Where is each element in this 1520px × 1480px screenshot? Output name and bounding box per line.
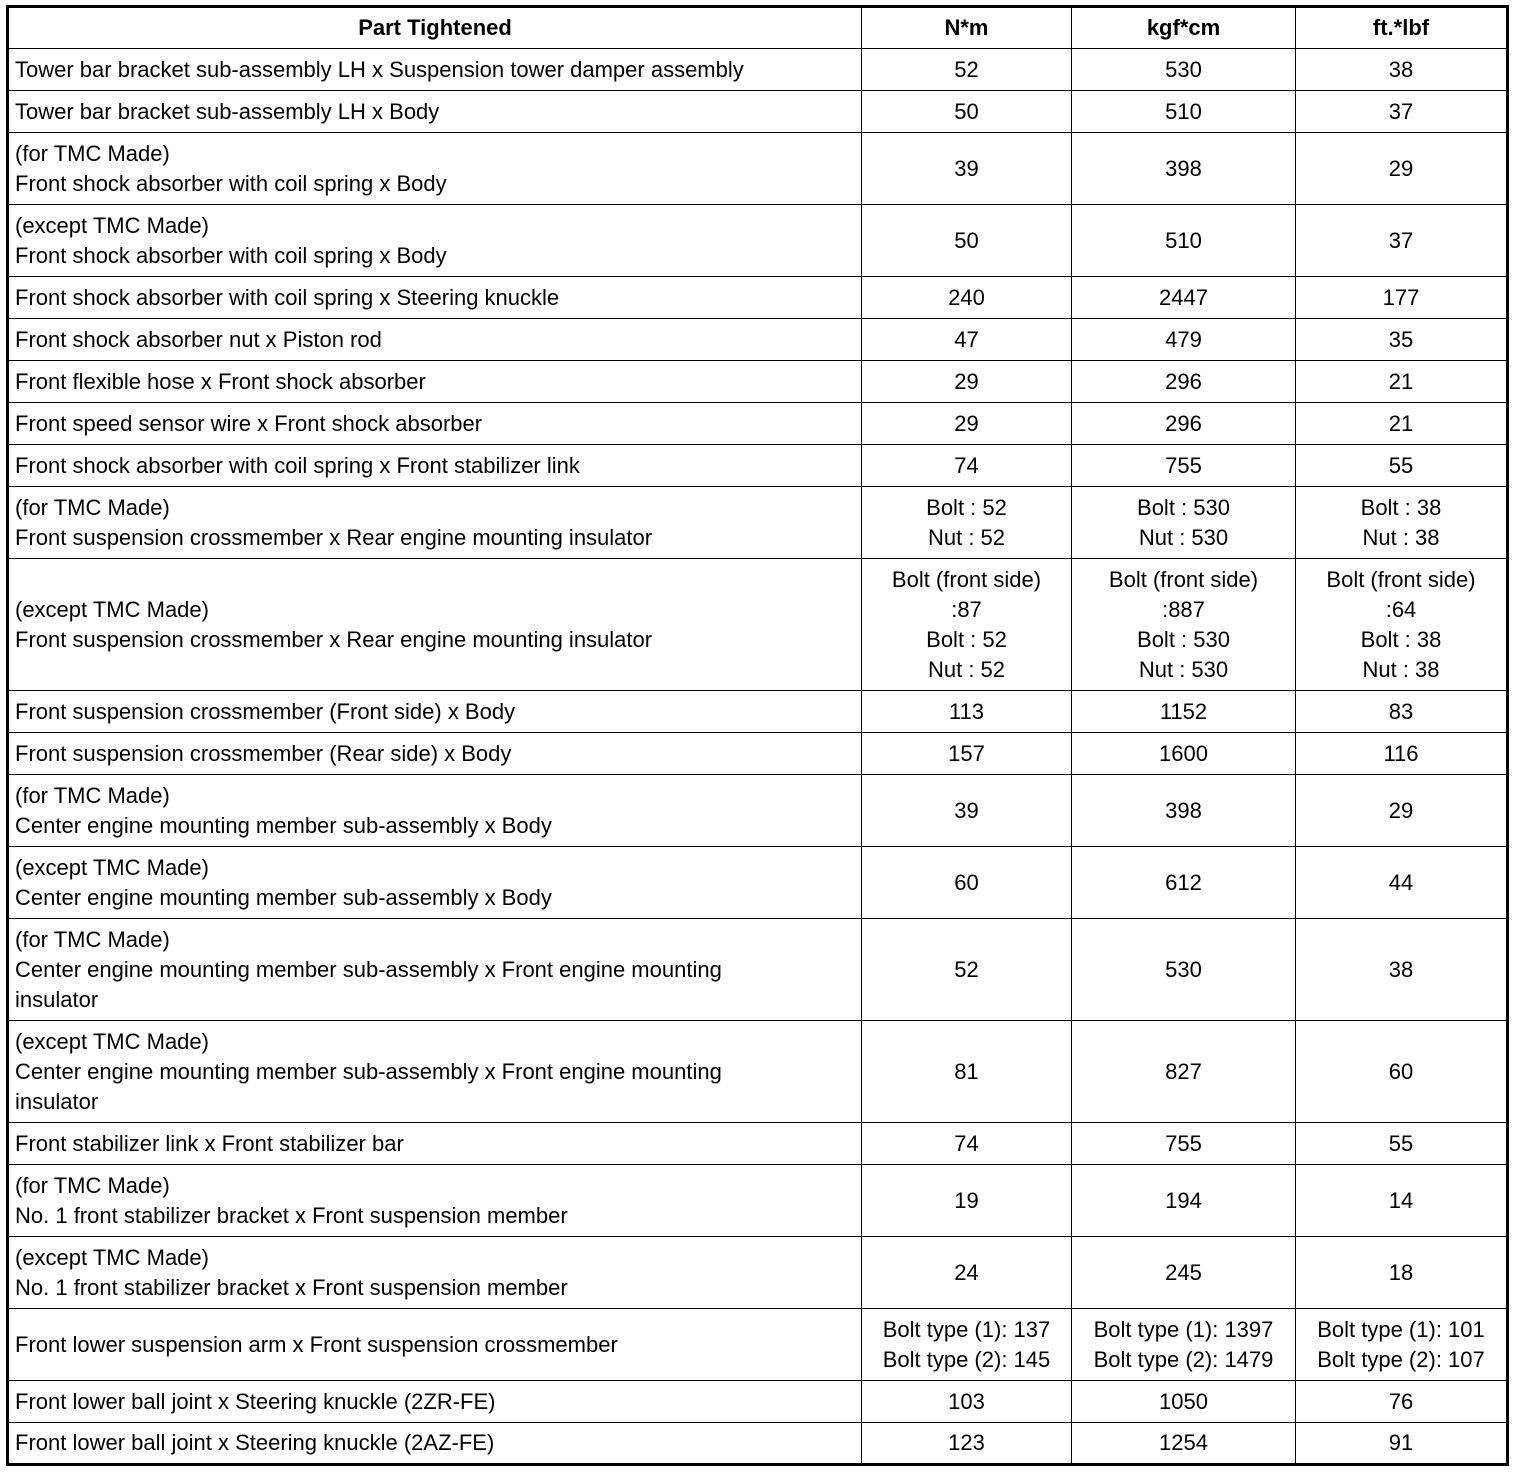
ft-lbf-cell <box>1296 1309 1508 1381</box>
table-header <box>8 7 1508 49</box>
ft-lbf-cell <box>1296 847 1508 919</box>
part-cell <box>8 1021 862 1123</box>
cell-text: :64 <box>1385 596 1417 622</box>
cell-text: Nut : 530 <box>1138 524 1229 550</box>
kgf-cm-cell <box>1072 1381 1296 1423</box>
cell-text: 91 <box>1388 1430 1414 1455</box>
kgf-cm-cell <box>1072 91 1296 133</box>
cell-text: Bolt (front side) <box>891 566 1042 592</box>
nm-cell <box>862 1237 1072 1309</box>
cell-text: Front shock absorber with coil spring x Front stabilizer link <box>15 452 580 478</box>
ft-lbf-cell <box>1296 1165 1508 1237</box>
cell-text: Tower bar bracket sub-assembly LH x Suspension tower damper assembly <box>15 56 744 82</box>
header-part-tightened: Part Tightened <box>8 7 862 49</box>
cell-text: 29 <box>1388 797 1414 823</box>
table-row <box>8 1123 1508 1165</box>
cell-text: Nut : 38 <box>1362 656 1440 682</box>
nm-cell <box>862 277 1072 319</box>
cell-text: 2447 <box>1159 284 1208 310</box>
kgf-cm-cell <box>1072 403 1296 445</box>
header-kgf-cm: kgf*cm <box>1072 7 1296 49</box>
part-cell <box>8 205 862 277</box>
nm-cell <box>862 361 1072 403</box>
ft-lbf-cell <box>1296 691 1508 733</box>
kgf-cm-cell <box>1072 919 1296 1021</box>
cell-text: (except TMC Made) <box>15 212 209 238</box>
table-row <box>8 1381 1508 1423</box>
table-row <box>8 1309 1508 1381</box>
ft-lbf-cell <box>1296 91 1508 133</box>
table-row <box>8 733 1508 775</box>
cell-text: 29 <box>954 410 979 436</box>
cell-text: Front suspension crossmember x Rear engine mounting insulator <box>15 626 653 652</box>
cell-text: Tower bar bracket sub-assembly LH x Body <box>15 98 440 124</box>
cell-text: 245 <box>1165 1259 1202 1285</box>
ft-lbf-cell <box>1296 919 1508 1021</box>
cell-text: 177 <box>1382 284 1420 310</box>
table-row <box>8 91 1508 133</box>
ft-lbf-cell <box>1296 205 1508 277</box>
cell-text: 123 <box>948 1430 985 1455</box>
cell-text: 530 <box>1165 956 1202 982</box>
nm-cell <box>862 487 1072 559</box>
cell-text: 50 <box>954 98 979 124</box>
ft-lbf-cell <box>1296 49 1508 91</box>
header-nm: N*m <box>862 7 1072 49</box>
cell-text: 1254 <box>1159 1430 1208 1455</box>
cell-text: 18 <box>1388 1259 1414 1285</box>
cell-text: Bolt : 52 <box>926 626 1007 652</box>
nm-cell <box>862 733 1072 775</box>
table-row <box>8 847 1508 919</box>
cell-text: 37 <box>1388 227 1414 253</box>
cell-text: 74 <box>954 452 979 478</box>
kgf-cm-cell <box>1072 559 1296 691</box>
part-cell <box>8 775 862 847</box>
cell-text: 21 <box>1388 368 1414 394</box>
table-row <box>8 361 1508 403</box>
cell-text: 14 <box>1388 1187 1414 1213</box>
cell-text: (for TMC Made) <box>15 926 170 952</box>
cell-text: 44 <box>1388 869 1414 895</box>
cell-text: 194 <box>1165 1187 1202 1213</box>
ft-lbf-cell <box>1296 133 1508 205</box>
ft-lbf-cell <box>1296 277 1508 319</box>
part-cell <box>8 1123 862 1165</box>
table-row <box>8 1423 1508 1465</box>
cell-text: 1600 <box>1159 740 1208 766</box>
table-row <box>8 1021 1508 1123</box>
cell-text: :87 <box>951 596 982 622</box>
cell-text: No. 1 front stabilizer bracket x Front suspension member <box>15 1202 568 1228</box>
cell-text: (for TMC Made) <box>15 494 170 520</box>
table-row <box>8 559 1508 691</box>
cell-text: 240 <box>948 284 985 310</box>
nm-cell <box>862 133 1072 205</box>
cell-text: (for TMC Made) <box>15 140 170 166</box>
cell-text: 83 <box>1388 698 1414 724</box>
cell-text: Bolt type (2): 1479 <box>1093 1346 1274 1372</box>
cell-text: Front suspension crossmember (Front side) x Body <box>15 698 516 724</box>
cell-text: 755 <box>1165 452 1202 478</box>
part-cell <box>8 1309 862 1381</box>
cell-text: 1152 <box>1159 698 1208 724</box>
cell-text: Front shock absorber with coil spring x Steering knuckle <box>15 284 560 310</box>
table-row <box>8 133 1508 205</box>
cell-text: Nut : 52 <box>927 656 1006 682</box>
cell-text: 50 <box>954 227 979 253</box>
part-cell <box>8 319 862 361</box>
cell-text: Front lower ball joint x Steering knuckle (2AZ-FE) <box>15 1430 495 1455</box>
nm-cell <box>862 1423 1072 1465</box>
nm-cell <box>862 559 1072 691</box>
kgf-cm-cell <box>1072 361 1296 403</box>
cell-text: Bolt : 530 <box>1137 626 1230 652</box>
cell-text: Bolt (front side) <box>1108 566 1259 592</box>
cell-text: :887 <box>1162 596 1205 622</box>
kgf-cm-cell <box>1072 847 1296 919</box>
cell-text: 39 <box>954 155 979 181</box>
ft-lbf-cell <box>1296 361 1508 403</box>
cell-text: 38 <box>1388 956 1414 982</box>
cell-text: 35 <box>1388 326 1414 352</box>
ft-lbf-cell <box>1296 319 1508 361</box>
kgf-cm-cell <box>1072 133 1296 205</box>
cell-text: Bolt type (1): 1397 <box>1093 1316 1274 1342</box>
kgf-cm-cell <box>1072 775 1296 847</box>
kgf-cm-cell <box>1072 205 1296 277</box>
cell-text: Front lower ball joint x Steering knuckle (2ZR-FE) <box>15 1388 496 1414</box>
nm-cell <box>862 1165 1072 1237</box>
ft-lbf-cell <box>1296 403 1508 445</box>
cell-text: 76 <box>1388 1388 1414 1414</box>
part-cell <box>8 361 862 403</box>
table-row <box>8 319 1508 361</box>
cell-text: Front suspension crossmember x Rear engine mounting insulator <box>15 524 653 550</box>
table-row <box>8 205 1508 277</box>
cell-text: 55 <box>1388 1130 1414 1156</box>
nm-cell <box>862 1381 1072 1423</box>
cell-text: Bolt type (2): 145 <box>882 1346 1051 1372</box>
table-row <box>8 277 1508 319</box>
nm-cell <box>862 1123 1072 1165</box>
part-cell <box>8 733 862 775</box>
cell-text: 21 <box>1388 410 1414 436</box>
cell-text: Front suspension crossmember (Rear side) x Body <box>15 740 512 766</box>
part-cell <box>8 691 862 733</box>
cell-text: 398 <box>1165 797 1202 823</box>
cell-text: Center engine mounting member sub-assembly x Front engine mounting <box>15 1058 722 1084</box>
cell-text: 510 <box>1165 227 1202 253</box>
cell-text: (except TMC Made) <box>15 596 209 622</box>
kgf-cm-cell <box>1072 277 1296 319</box>
cell-text: Bolt : 38 <box>1360 494 1442 520</box>
table-row <box>8 403 1508 445</box>
nm-cell <box>862 691 1072 733</box>
ft-lbf-cell <box>1296 775 1508 847</box>
cell-text: Nut : 38 <box>1362 524 1440 550</box>
cell-text: 398 <box>1165 155 1202 181</box>
cell-text: 47 <box>954 326 979 352</box>
cell-text: 296 <box>1165 410 1202 436</box>
kgf-cm-cell <box>1072 691 1296 733</box>
cell-text: Front shock absorber with coil spring x Body <box>15 170 447 196</box>
ft-lbf-cell <box>1296 487 1508 559</box>
part-cell <box>8 133 862 205</box>
cell-text: 612 <box>1165 869 1202 895</box>
ft-lbf-cell <box>1296 1021 1508 1123</box>
nm-cell <box>862 91 1072 133</box>
cell-text: Bolt : 530 <box>1137 494 1230 520</box>
cell-text: 827 <box>1165 1058 1202 1084</box>
cell-text: 60 <box>954 869 979 895</box>
cell-text: Nut : 530 <box>1138 656 1229 682</box>
nm-cell <box>862 847 1072 919</box>
kgf-cm-cell <box>1072 49 1296 91</box>
cell-text: (except TMC Made) <box>15 1028 209 1054</box>
cell-text: (except TMC Made) <box>15 854 209 880</box>
ft-lbf-cell <box>1296 733 1508 775</box>
kgf-cm-cell <box>1072 1165 1296 1237</box>
cell-text: insulator <box>15 986 99 1012</box>
nm-cell <box>862 205 1072 277</box>
table-row <box>8 691 1508 733</box>
cell-text: Front speed sensor wire x Front shock absorber <box>15 410 483 436</box>
nm-cell <box>862 1309 1072 1381</box>
cell-text: Front shock absorber with coil spring x Body <box>15 242 447 268</box>
cell-text: Bolt type (1): 101 <box>1317 1316 1485 1342</box>
nm-cell <box>862 445 1072 487</box>
part-cell <box>8 559 862 691</box>
table-row <box>8 49 1508 91</box>
ft-lbf-cell <box>1296 1123 1508 1165</box>
cell-text: 103 <box>948 1388 985 1414</box>
cell-text: 157 <box>948 740 985 766</box>
cell-text: Front shock absorber nut x Piston rod <box>15 326 382 352</box>
torque-spec-table <box>6 5 1509 1466</box>
table-row <box>8 1237 1508 1309</box>
part-cell <box>8 487 862 559</box>
cell-text: Bolt type (1): 137 <box>882 1316 1051 1342</box>
part-cell <box>8 1381 862 1423</box>
nm-cell <box>862 403 1072 445</box>
kgf-cm-cell <box>1072 319 1296 361</box>
nm-cell <box>862 49 1072 91</box>
cell-text: Bolt : 38 <box>1360 626 1442 652</box>
table-row <box>8 1165 1508 1237</box>
cell-text: 60 <box>1388 1058 1414 1084</box>
kgf-cm-cell <box>1072 487 1296 559</box>
kgf-cm-cell <box>1072 1309 1296 1381</box>
part-cell <box>8 277 862 319</box>
cell-text: 479 <box>1165 326 1202 352</box>
table-row <box>8 919 1508 1021</box>
cell-text: 1050 <box>1159 1388 1208 1414</box>
cell-text: 24 <box>954 1259 979 1285</box>
kgf-cm-cell <box>1072 1423 1296 1465</box>
cell-text: 113 <box>948 698 985 724</box>
header-ft-lbf: ft.*lbf <box>1296 7 1508 49</box>
part-cell <box>8 1237 862 1309</box>
cell-text: 530 <box>1165 56 1202 82</box>
cell-text: 74 <box>954 1130 979 1156</box>
part-cell <box>8 91 862 133</box>
nm-cell <box>862 1021 1072 1123</box>
cell-text: 29 <box>954 368 979 394</box>
cell-text: 755 <box>1165 1130 1202 1156</box>
header-row <box>8 7 1508 49</box>
part-cell <box>8 847 862 919</box>
cell-text: Nut : 52 <box>927 524 1006 550</box>
cell-text: Bolt : 52 <box>926 494 1007 520</box>
cell-text: No. 1 front stabilizer bracket x Front suspension member <box>15 1274 568 1300</box>
part-cell <box>8 1423 862 1465</box>
nm-cell <box>862 919 1072 1021</box>
cell-text: 116 <box>1383 740 1419 766</box>
part-cell <box>8 919 862 1021</box>
table-row <box>8 775 1508 847</box>
cell-text: Front stabilizer link x Front stabilizer bar <box>15 1130 404 1156</box>
cell-text: 38 <box>1388 56 1414 82</box>
part-cell <box>8 403 862 445</box>
ft-lbf-cell <box>1296 1237 1508 1309</box>
cell-text: 52 <box>954 56 979 82</box>
ft-lbf-cell <box>1296 559 1508 691</box>
cell-text: 29 <box>1388 155 1414 181</box>
cell-text: Bolt (front side) <box>1326 566 1476 592</box>
cell-text: insulator <box>15 1088 99 1114</box>
cell-text: Center engine mounting member sub-assembly x Front engine mounting <box>15 956 722 982</box>
cell-text: Front lower suspension arm x Front suspension crossmember <box>15 1331 618 1357</box>
kgf-cm-cell <box>1072 445 1296 487</box>
nm-cell <box>862 775 1072 847</box>
nm-cell <box>862 319 1072 361</box>
cell-text: (for TMC Made) <box>15 1172 170 1198</box>
table-row <box>8 445 1508 487</box>
kgf-cm-cell <box>1072 1237 1296 1309</box>
cell-text: Center engine mounting member sub-assembly x Body <box>15 812 552 838</box>
cell-text: 39 <box>954 797 979 823</box>
cell-text: Front flexible hose x Front shock absorber <box>15 368 426 394</box>
part-cell <box>8 49 862 91</box>
kgf-cm-cell <box>1072 733 1296 775</box>
cell-text: 81 <box>954 1058 979 1084</box>
cell-text: 19 <box>954 1187 979 1213</box>
kgf-cm-cell <box>1072 1021 1296 1123</box>
part-cell <box>8 1165 862 1237</box>
cell-text: (except TMC Made) <box>15 1244 209 1270</box>
cell-text: Bolt type (2): 107 <box>1317 1346 1485 1372</box>
cell-text: 55 <box>1388 452 1414 478</box>
ft-lbf-cell <box>1296 1381 1508 1423</box>
cell-text: 296 <box>1165 368 1202 394</box>
kgf-cm-cell <box>1072 1123 1296 1165</box>
table-row <box>8 487 1508 559</box>
cell-text: 510 <box>1165 98 1202 124</box>
table-body <box>8 49 1508 1465</box>
cell-text: 52 <box>954 956 979 982</box>
cell-text: Center engine mounting member sub-assembly x Body <box>15 884 552 910</box>
ft-lbf-cell <box>1296 445 1508 487</box>
ft-lbf-cell <box>1296 1423 1508 1465</box>
cell-text: 37 <box>1388 98 1414 124</box>
cell-text: (for TMC Made) <box>15 782 170 808</box>
part-cell <box>8 445 862 487</box>
